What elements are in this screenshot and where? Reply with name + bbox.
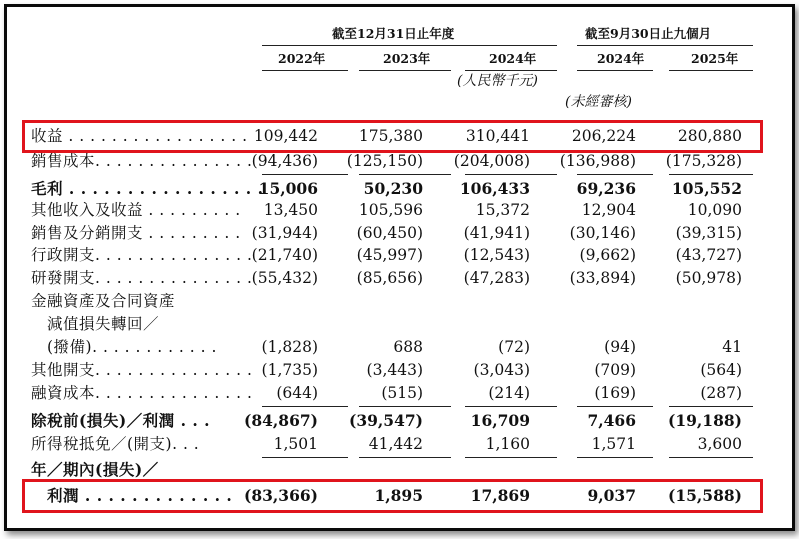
cell: (60,450): [356, 224, 423, 242]
cell: (31,944): [251, 224, 318, 242]
cell: 15,372: [475, 201, 530, 219]
year-2023: 2023年: [383, 51, 431, 66]
cell: (214): [488, 384, 530, 402]
cell: 41,442: [368, 435, 423, 453]
year-2024-9m: 2024年: [597, 51, 645, 66]
year-2024: 2024年: [489, 51, 537, 66]
cell: 17,869: [470, 486, 530, 505]
row-label-impairment-line3: (撥備). . . . . . . . . . . .: [47, 338, 217, 356]
cell: 175,380: [358, 127, 423, 145]
cell: (125,150): [346, 152, 423, 170]
row-label-finance-costs: 融資成本. . . . . . . . . . . . . . .: [31, 384, 253, 402]
row-label-revenue: 收益 . . . . . . . . . . . . . . . . .: [31, 127, 248, 145]
cell: 105,596: [358, 201, 423, 219]
cell: (136,988): [559, 152, 636, 170]
cell: (50,978): [675, 269, 742, 287]
year-2022: 2022年: [278, 51, 326, 66]
cell: 13,450: [263, 201, 318, 219]
cell: (709): [594, 361, 636, 379]
row-label-other-expenses: 其他開支. . . . . . . . . . . . . . .: [31, 361, 253, 379]
cell: (43,727): [675, 246, 742, 264]
cell: 69,236: [576, 179, 636, 198]
cell: (84,867): [244, 411, 318, 430]
cell: 41: [722, 338, 742, 356]
cell: 105,552: [671, 179, 742, 198]
cell: 50,230: [363, 179, 423, 198]
cell: (55,432): [251, 269, 318, 287]
row-label-net-profit-line2: 利潤 . . . . . . . . . . . . .: [47, 486, 233, 505]
cell: 3,600: [697, 435, 742, 453]
cell: (39,547): [349, 411, 423, 430]
cell: (33,894): [569, 269, 636, 287]
cell: (3,043): [473, 361, 530, 379]
cell: (39,315): [675, 224, 742, 242]
cell: (94): [604, 338, 636, 356]
header-group-nine-months: 截至9月30日止九個月: [585, 26, 712, 41]
row-label-gross-profit: 毛利 . . . . . . . . . . . . . . . . .: [31, 179, 264, 198]
cell: (30,146): [569, 224, 636, 242]
row-label-other-income: 其他收入及收益 . . . . . . . . .: [31, 201, 241, 219]
unaudited-note: (未經審核): [565, 94, 632, 110]
header-group-annual-rule: [262, 45, 557, 46]
header-group-nine-months-rule: [577, 45, 753, 46]
unit-note: (人民幣千元): [457, 73, 538, 89]
cell: 15,006: [258, 179, 318, 198]
cell: 10,090: [687, 201, 742, 219]
row-label-rnd-expenses: 研發開支. . . . . . . . . . . . . . .: [31, 269, 253, 287]
cell: 1,895: [374, 486, 423, 505]
cell: (169): [594, 384, 636, 402]
row-label-impairment-line1: 金融資產及合同資產: [31, 292, 176, 310]
cell: 206,224: [571, 127, 636, 145]
cell: 16,709: [470, 411, 530, 430]
financial-table: [4, 4, 795, 531]
cell: (564): [700, 361, 742, 379]
cell: (72): [498, 338, 530, 356]
cell: (3,443): [366, 361, 423, 379]
cell: (287): [700, 384, 742, 402]
cell: (1,735): [261, 361, 318, 379]
row-label-net-profit-line1: 年／期內(損失)／: [31, 460, 159, 479]
cell: (19,188): [668, 411, 742, 430]
cell: 7,466: [587, 411, 636, 430]
cell: (175,328): [665, 152, 742, 170]
row-label-cost-of-sales: 銷售成本. . . . . . . . . . . . . . .: [31, 152, 253, 170]
cell: (83,366): [244, 486, 318, 505]
cell: (45,997): [356, 246, 423, 264]
cell: 109,442: [253, 127, 318, 145]
cell: 280,880: [677, 127, 742, 145]
row-label-profit-before-tax: 除稅前(損失)／利潤 . . .: [31, 411, 211, 430]
cell: (515): [381, 384, 423, 402]
cell: (21,740): [251, 246, 318, 264]
cell: (85,656): [356, 269, 423, 287]
cell: (47,283): [463, 269, 530, 287]
cell: 310,441: [465, 127, 530, 145]
cell: (41,941): [463, 224, 530, 242]
cell: (12,543): [463, 246, 530, 264]
cell: (15,588): [668, 486, 742, 505]
cell: 1,501: [273, 435, 318, 453]
cell: (644): [276, 384, 318, 402]
cell: (9,662): [579, 246, 636, 264]
cell: 9,037: [587, 486, 636, 505]
cell: (1,828): [261, 338, 318, 356]
row-label-admin-expenses: 行政開支. . . . . . . . . . . . . . .: [31, 246, 253, 264]
year-2025-9m: 2025年: [691, 51, 739, 66]
row-label-selling-expenses: 銷售及分銷開支 . . . . . . . . .: [31, 224, 241, 242]
cell: 106,433: [459, 179, 530, 198]
cell: 12,904: [581, 201, 636, 219]
row-label-impairment-line2: 減值損失轉回／: [47, 315, 160, 333]
cell: (204,008): [453, 152, 530, 170]
header-group-annual: 截至12月31日止年度: [332, 26, 455, 41]
cell: 1,160: [485, 435, 530, 453]
cell: 688: [393, 338, 423, 356]
cell: 1,571: [591, 435, 636, 453]
cell: (94,436): [251, 152, 318, 170]
row-label-income-tax: 所得稅抵免／(開支). . .: [31, 435, 200, 453]
